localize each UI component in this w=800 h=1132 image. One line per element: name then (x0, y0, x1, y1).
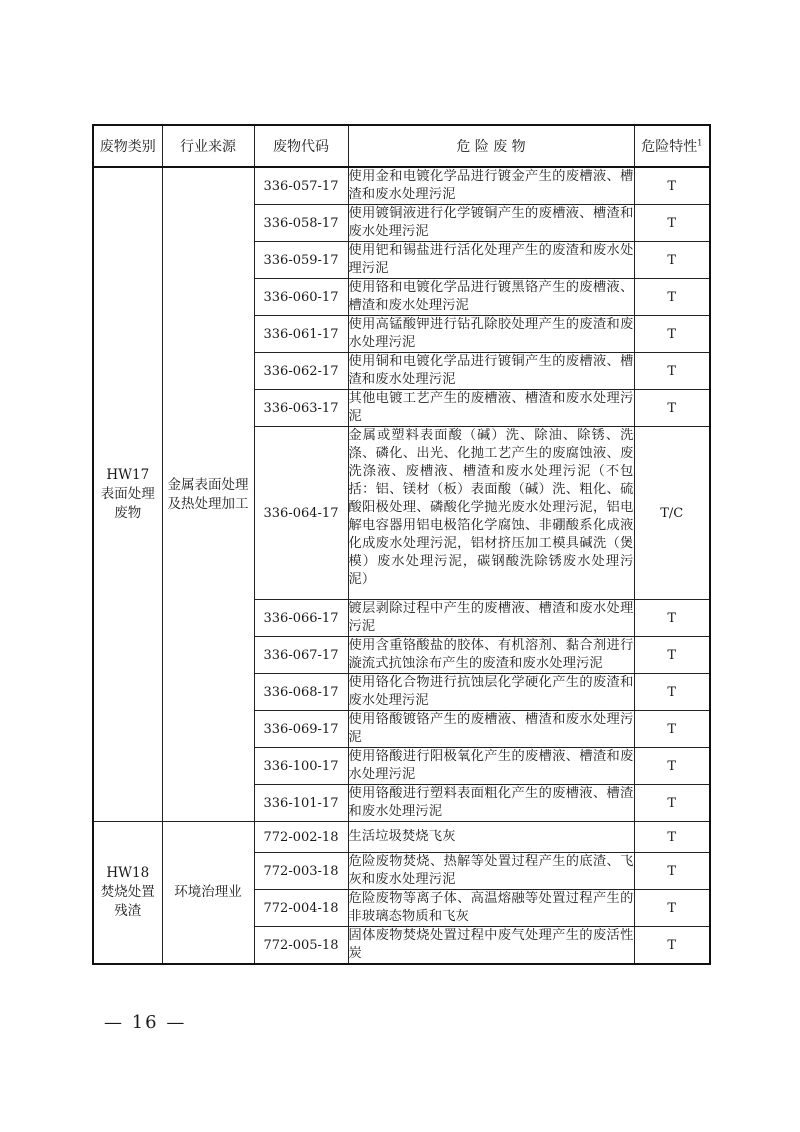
waste-code: 336-069-17 (254, 711, 348, 748)
hazard-characteristic: T (634, 390, 710, 427)
waste-code: 772-003-18 (254, 853, 348, 890)
hazard-characteristic: T (634, 205, 710, 242)
hazard-characteristic: T (634, 853, 710, 890)
waste-code: 772-005-18 (254, 927, 348, 965)
hazard-characteristic: T (634, 167, 710, 205)
source-line: 环境治理业 (174, 884, 242, 900)
waste-code: 336-100-17 (254, 748, 348, 785)
header-characteristic-label: 危险特性 (641, 139, 698, 155)
header-source: 行业来源 (162, 125, 254, 167)
waste-description: 其他电镀工艺产生的废槽液、槽渣和废水处理污泥 (348, 390, 634, 427)
waste-code: 336-062-17 (254, 353, 348, 390)
waste-code: 336-066-17 (254, 600, 348, 637)
waste-description: 使用钯和锡盐进行活化处理产生的废渣和废水处理污泥 (348, 242, 634, 279)
hazard-characteristic: T (634, 822, 710, 853)
header-footnote-mark: 1 (697, 138, 703, 148)
hazard-characteristic: T (634, 890, 710, 927)
waste-description: 使用铬酸进行塑料表面粗化产生的废槽液、槽渣和废水处理污泥 (348, 785, 634, 822)
waste-code: 772-002-18 (254, 822, 348, 853)
source-line: 及热处理加工 (167, 495, 249, 512)
waste-description: 使用铜和电镀化学品进行镀铜产生的废槽液、槽渣和废水处理污泥 (348, 353, 634, 390)
waste-description: 危险废物焚烧、热解等处置过程产生的底渣、飞灰和废水处理污泥 (348, 853, 634, 890)
hazard-characteristic: T (634, 785, 710, 822)
header-hazardous-waste: 危 险 废 物 (348, 125, 634, 167)
waste-description: 使用含重铬酸盐的胶体、有机溶剂、黏合剂进行漩流式抗蚀涂布产生的废渣和废水处理污泥 (348, 637, 634, 674)
waste-description: 使用铬化合物进行抗蚀层化学硬化产生的废渣和废水处理污泥 (348, 674, 634, 711)
hazard-characteristic: T (634, 748, 710, 785)
hazard-characteristic: T (634, 674, 710, 711)
waste-description: 镀层剥除过程中产生的废槽液、槽渣和废水处理污泥 (348, 600, 634, 637)
waste-code: 336-101-17 (254, 785, 348, 822)
table-row (93, 822, 710, 853)
hazard-characteristic: T (634, 927, 710, 965)
waste-code: 336-058-17 (254, 205, 348, 242)
category-name-line: 焚烧处置 (100, 884, 155, 900)
source-cell-hw17 (162, 167, 254, 822)
waste-description: 固体废物焚烧处置过程中废气处理产生的废活性炭 (348, 927, 634, 965)
table-row (93, 167, 710, 205)
waste-description: 使用高锰酸钾进行钻孔除胶处理产生的废渣和废水处理污泥 (348, 316, 634, 353)
table-header-row (93, 125, 710, 167)
waste-description: 使用铬酸进行阳极氧化产生的废槽液、槽渣和废水处理污泥 (348, 748, 634, 785)
waste-code: 336-068-17 (254, 674, 348, 711)
hazardous-waste-table (92, 124, 711, 965)
waste-description: 生活垃圾焚烧飞灰 (348, 822, 634, 853)
header-code: 废物代码 (254, 125, 348, 167)
hazard-characteristic: T (634, 279, 710, 316)
waste-code: 336-057-17 (254, 167, 348, 205)
hazard-characteristic: T/C (634, 427, 710, 600)
category-code: HW17 (106, 467, 150, 483)
category-cell-hw18 (93, 822, 162, 965)
hazard-characteristic: T (634, 711, 710, 748)
waste-code: 336-063-17 (254, 390, 348, 427)
category-cell-hw17 (93, 167, 162, 822)
hazard-characteristic: T (634, 242, 710, 279)
source-line: 金属表面处理 (167, 476, 249, 493)
waste-code: 336-064-17 (254, 427, 348, 600)
waste-description: 使用铬和电镀化学品进行镀黑铬产生的废槽液、槽渣和废水处理污泥 (348, 279, 634, 316)
waste-code: 336-059-17 (254, 242, 348, 279)
waste-code: 336-060-17 (254, 279, 348, 316)
category-name-line: 残渣 (114, 903, 142, 919)
category-name-line: 表面处理 (100, 486, 155, 502)
waste-code: 772-004-18 (254, 890, 348, 927)
category-code: HW18 (106, 865, 150, 881)
category-name-line: 废物 (114, 505, 142, 521)
waste-description: 危险废物等离子体、高温熔融等处置过程产生的非玻璃态物质和飞灰 (348, 890, 634, 927)
hazard-characteristic: T (634, 316, 710, 353)
waste-description: 使用镀铜液进行化学镀铜产生的废槽液、槽渣和废水处理污泥 (348, 205, 634, 242)
waste-code: 336-067-17 (254, 637, 348, 674)
header-characteristic (634, 125, 710, 167)
hazard-characteristic: T (634, 637, 710, 674)
header-category: 废物类别 (93, 125, 162, 167)
page-number: — 16 — (104, 1012, 187, 1033)
hazard-characteristic: T (634, 353, 710, 390)
waste-code: 336-061-17 (254, 316, 348, 353)
hazard-characteristic: T (634, 600, 710, 637)
source-cell-hw18 (162, 822, 254, 965)
waste-description: 金属或塑料表面酸（碱）洗、除油、除锈、洗涤、磷化、出光、化抛工艺产生的废腐蚀液、废洗涤液、废槽液、槽渣和废水处理污泥（不包括：铝、镁材（板）表面酸（碱）洗、粗化、硫酸阳极处理、磷酸化学抛光废水处理污泥，铝电解电容器用铝电极箔化学腐蚀、非硼酸系化成液化成废水处理污泥，铝材挤压加工模具碱洗（煲模）废水处理污泥，碳钢酸洗除锈废水处理污泥） (348, 427, 634, 600)
waste-description: 使用铬酸镀铬产生的废槽液、槽渣和废水处理污泥 (348, 711, 634, 748)
waste-description: 使用金和电镀化学品进行镀金产生的废槽液、槽渣和废水处理污泥 (348, 167, 634, 205)
